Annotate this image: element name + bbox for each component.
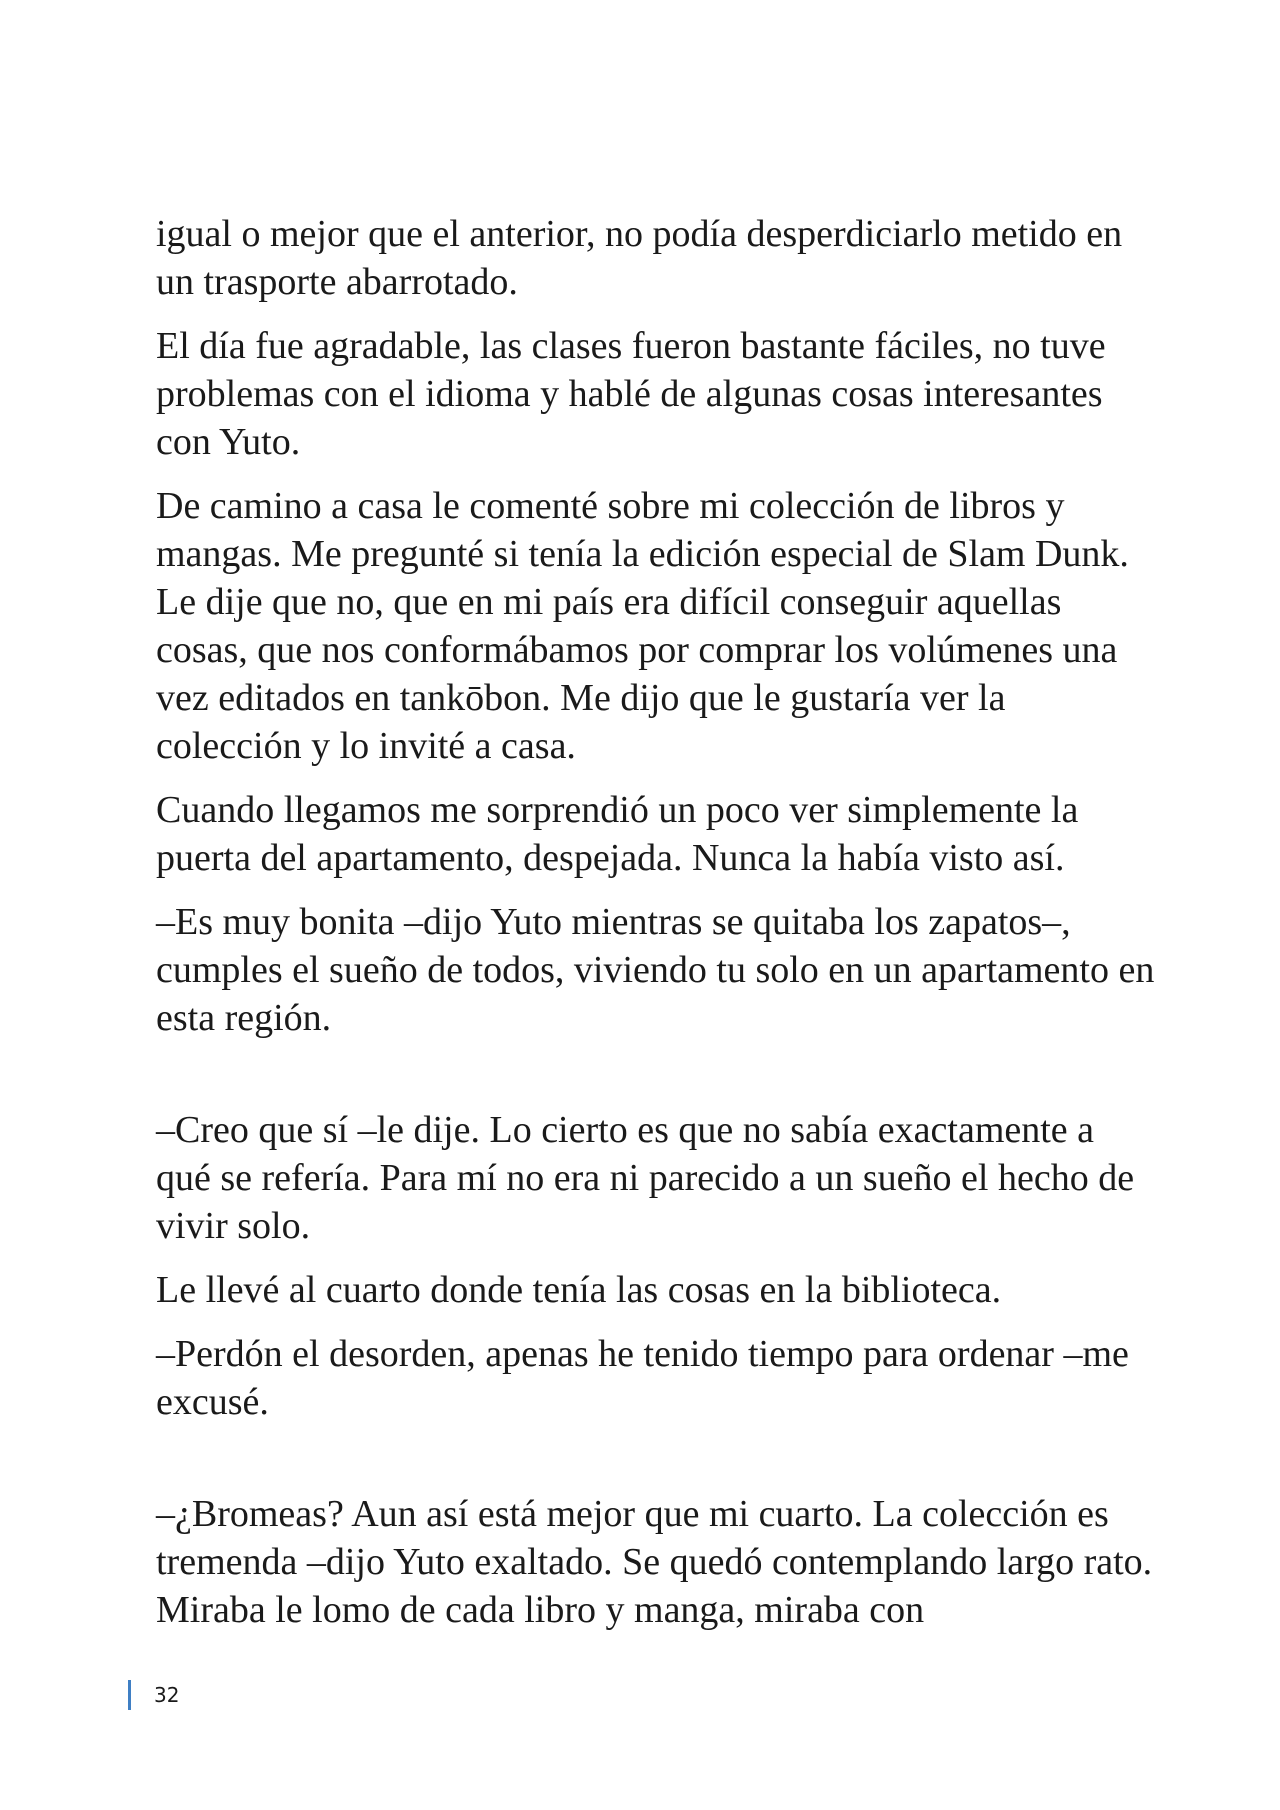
paragraph: Cuando llegamos me sorprendió un poco ver simplemente la puerta del apartamento, despejada. Nunca la había visto así. <box>156 789 1079 879</box>
paragraph: –Es muy bonita –dijo Yuto mientras se quitaba los zapatos–, cumples el sueño de todos, viviendo tu solo en un apartamento en esta región. <box>156 901 1155 1039</box>
paragraph: Le llevé al cuarto donde tenía las cosas en la biblioteca. <box>156 1269 1002 1311</box>
paragraph: –Perdón el desorden, apenas he tenido tiempo para ordenar –me excusé. <box>156 1333 1129 1423</box>
paragraph: –¿Bromeas? Aun así está mejor que mi cuarto. La colección es tremenda –dijo Yuto exaltado. Se quedó contemplando largo rato. Miraba le lomo de cada libro y manga, miraba con <box>156 1493 1153 1631</box>
paragraph: De camino a casa le comenté sobre mi colección de libros y mangas. Me pregunté si tenía la edición especial de Slam Dunk. Le dije que no, que en mi país era difícil conseguir aquellas cosas, que nos conformábamos por comprar los volúmenes una vez editados en tankōbon. Me dijo que le gustaría ver la colección y lo invité a casa. <box>156 485 1129 767</box>
page-number: 32 <box>154 1683 180 1707</box>
paragraph: El día fue agradable, las clases fueron bastante fáciles, no tuve problemas con el idioma y hablé de algunas cosas interesantes con Yuto. <box>156 325 1106 463</box>
page-number-accent-bar <box>128 1680 131 1710</box>
paragraph: –Creo que sí –le dije. Lo cierto es que no sabía exactamente a qué se refería. Para mí no era ni parecido a un sueño el hecho de vivir solo. <box>156 1109 1135 1247</box>
body-text <box>156 210 1156 1650</box>
paragraph: igual o mejor que el anterior, no podía desperdiciarlo metido en un trasporte abarrotado. <box>156 213 1123 303</box>
